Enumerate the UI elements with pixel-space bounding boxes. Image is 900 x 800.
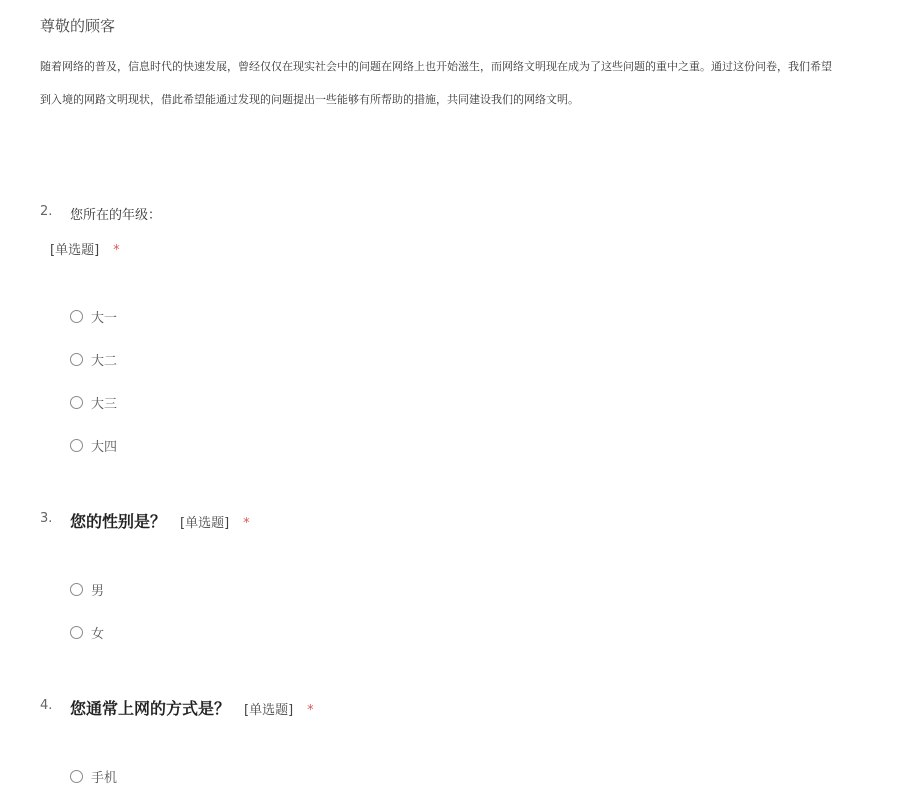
option-label: 大三 [91, 396, 118, 412]
question-type: [单选题] [180, 516, 230, 531]
question-title: 您所在的年级： [70, 208, 162, 223]
option-label: 大一 [91, 310, 118, 326]
option-grade-1[interactable] [70, 306, 117, 326]
option-label: 大二 [91, 353, 118, 369]
required-asterisk: * [307, 703, 314, 718]
question-type-tag [50, 239, 120, 258]
question-type: [单选题] [244, 703, 294, 718]
option-grade-2[interactable] [70, 349, 117, 369]
question-type: [单选题] [50, 243, 100, 258]
survey-intro-line-2: 到入境的网路文明现状，借此希望能通过发现的问题提出一些能够有所帮助的措施，共同建设我们的网络文明。 [40, 93, 579, 106]
radio-button[interactable] [70, 439, 83, 452]
radio-button[interactable] [70, 770, 83, 783]
option-label: 大四 [91, 439, 118, 455]
radio-button[interactable] [70, 626, 83, 639]
option-grade-3[interactable] [70, 392, 117, 412]
required-asterisk: * [113, 243, 120, 258]
survey-intro-line-1: 随着网络的普及，信息时代的快速发展，曾经仅仅在现实社会中的问题在网络上也开始滋生，而网络文明现在成为了这些问题的重中之重。通过这份问卷，我们希望 [40, 60, 832, 73]
option-access-phone[interactable] [70, 766, 117, 786]
radio-button[interactable] [70, 310, 83, 323]
option-gender-female[interactable] [70, 622, 104, 642]
option-label: 手机 [91, 770, 118, 786]
question-title-row [70, 696, 314, 719]
radio-button[interactable] [70, 396, 83, 409]
question-title: 您的性别是？ [70, 512, 167, 531]
option-grade-4[interactable] [70, 435, 117, 455]
question-number: 2. [40, 204, 53, 219]
question-number: 3. [40, 511, 53, 526]
survey-greeting: 尊敬的顾客 [40, 17, 116, 35]
question-title-row [70, 509, 250, 532]
radio-button[interactable] [70, 353, 83, 366]
question-title: 您通常上网的方式是？ [70, 699, 231, 718]
required-asterisk: * [243, 516, 250, 531]
question-number: 4. [40, 698, 53, 713]
option-label: 女 [91, 626, 105, 642]
option-label: 男 [91, 583, 105, 599]
option-gender-male[interactable] [70, 579, 104, 599]
radio-button[interactable] [70, 583, 83, 596]
